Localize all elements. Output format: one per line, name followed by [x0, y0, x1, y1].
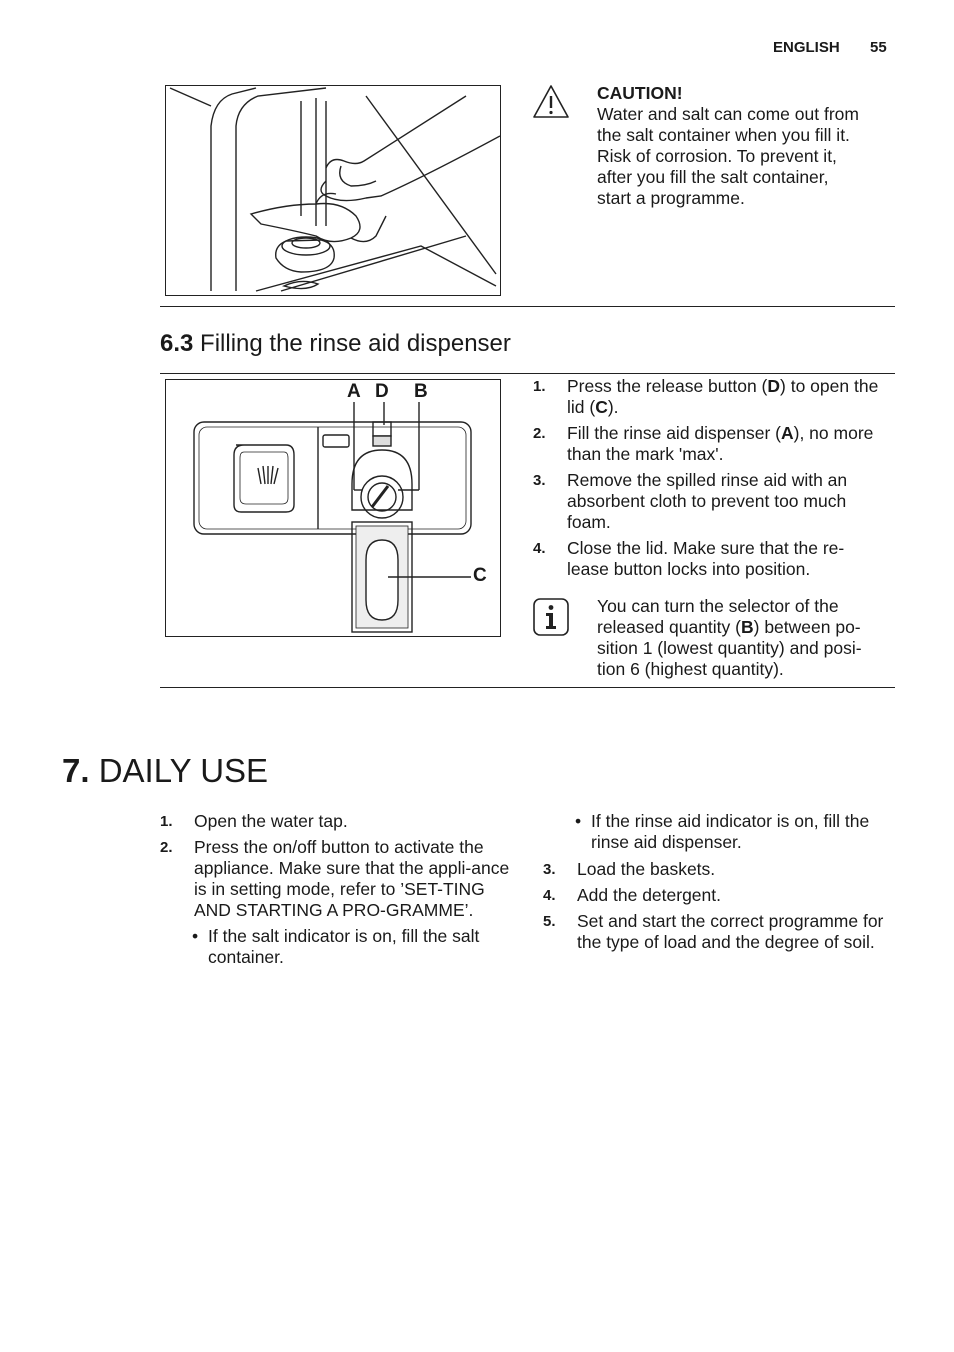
bullet-item — [573, 811, 895, 853]
step-number: 2. — [160, 839, 173, 856]
step-text: Close the lid. Make sure that the re-lease button locks into position. — [567, 538, 845, 579]
page-number: 55 — [870, 39, 887, 56]
step-text: ) to open the lid ( — [567, 376, 879, 417]
chapter-title: DAILY USE — [98, 752, 269, 789]
section-divider — [160, 373, 895, 374]
figure-label-b: B — [414, 381, 428, 402]
bullet-dot: • — [192, 926, 199, 946]
info-note — [597, 596, 887, 680]
step-number: 4. — [543, 887, 556, 904]
list-item — [533, 423, 883, 465]
list-item — [160, 811, 510, 832]
step-text: Press the on/off button to activate the appliance. Make sure that the appli-ance is in setting mode, refer to ’SET-TING AND STARTING A PRO-GRAMME’. — [194, 837, 510, 920]
list-item — [543, 885, 893, 906]
step-text: Load the baskets. — [577, 859, 716, 879]
caution-line: after you fill the salt container, — [597, 167, 829, 187]
warning-triangle-icon — [532, 84, 570, 120]
step-text: ), no more than the mark 'max'. — [567, 423, 874, 464]
list-item — [533, 538, 883, 580]
caution-line: start a programme. — [597, 188, 745, 208]
step-number: 3. — [543, 861, 556, 878]
step-bold: A — [780, 423, 794, 443]
bullet-text: If the rinse aid indicator is on, fill the rinse aid dispenser. — [591, 811, 870, 852]
step-text: Add the detergent. — [577, 885, 721, 905]
section-number: 6.3 — [160, 330, 194, 357]
step-number: 2. — [533, 425, 546, 442]
step-bold: D — [767, 376, 781, 396]
salt-container-illustration — [165, 85, 501, 296]
step-text: Press the release button ( — [567, 376, 768, 396]
step-text: Set and start the correct programme for the type of load and the degree of soil. — [577, 911, 884, 952]
info-text: ) between po-sition 1 (lowest quantity) and posi-tion 6 (highest quantity). — [597, 617, 862, 679]
rinse-aid-steps — [533, 376, 883, 585]
daily-use-steps — [160, 811, 510, 921]
dispenser-drawing — [166, 380, 500, 636]
list-item — [543, 911, 893, 953]
figure-label-c: C — [473, 565, 487, 586]
step-text: Remove the spilled rinse aid with an absorbent cloth to prevent too much foam. — [567, 470, 848, 532]
step-number: 1. — [160, 813, 173, 830]
section-6-3-heading — [160, 330, 511, 358]
daily-use-steps-continued — [543, 859, 893, 958]
figure-label-d: D — [375, 381, 389, 402]
step-text: Open the water tap. — [194, 811, 348, 831]
bullet-item — [190, 926, 510, 968]
list-item — [533, 376, 883, 418]
section-divider — [160, 306, 895, 307]
info-icon — [533, 598, 569, 636]
salt-filling-drawing — [166, 86, 500, 295]
section-divider — [160, 687, 895, 688]
section-7-heading — [62, 752, 268, 790]
rinse-aid-dispenser-illustration — [165, 379, 501, 637]
header-language: ENGLISH — [773, 39, 840, 56]
list-item — [543, 859, 893, 880]
caution-line: Risk of corrosion. To prevent it, — [597, 146, 837, 166]
list-item — [533, 470, 883, 533]
daily-use-right-column — [573, 811, 895, 858]
info-bold: B — [740, 617, 754, 637]
step-text: Fill the rinse aid dispenser ( — [567, 423, 781, 443]
caution-line: the salt container when you fill it. — [597, 125, 850, 145]
step-bold: C — [595, 397, 608, 417]
bullet-text: If the salt indicator is on, fill the salt container. — [208, 926, 480, 967]
daily-use-left-column — [160, 811, 510, 973]
caution-block — [597, 83, 897, 209]
figure-label-a: A — [347, 381, 361, 402]
section-title: Filling the rinse aid dispenser — [200, 330, 511, 357]
caution-title: CAUTION! — [597, 83, 683, 103]
caution-line: Water and salt can come out from — [597, 104, 859, 124]
step-number: 3. — [533, 472, 546, 489]
bullet-dot: • — [575, 811, 582, 831]
step-number: 5. — [543, 913, 556, 930]
info-text: You can turn the selector of the released quantity ( — [597, 596, 839, 637]
step-number: 1. — [533, 378, 546, 395]
list-item — [160, 837, 510, 921]
step-number: 4. — [533, 540, 546, 557]
step-text: ). — [607, 397, 619, 417]
chapter-number: 7. — [62, 752, 90, 789]
